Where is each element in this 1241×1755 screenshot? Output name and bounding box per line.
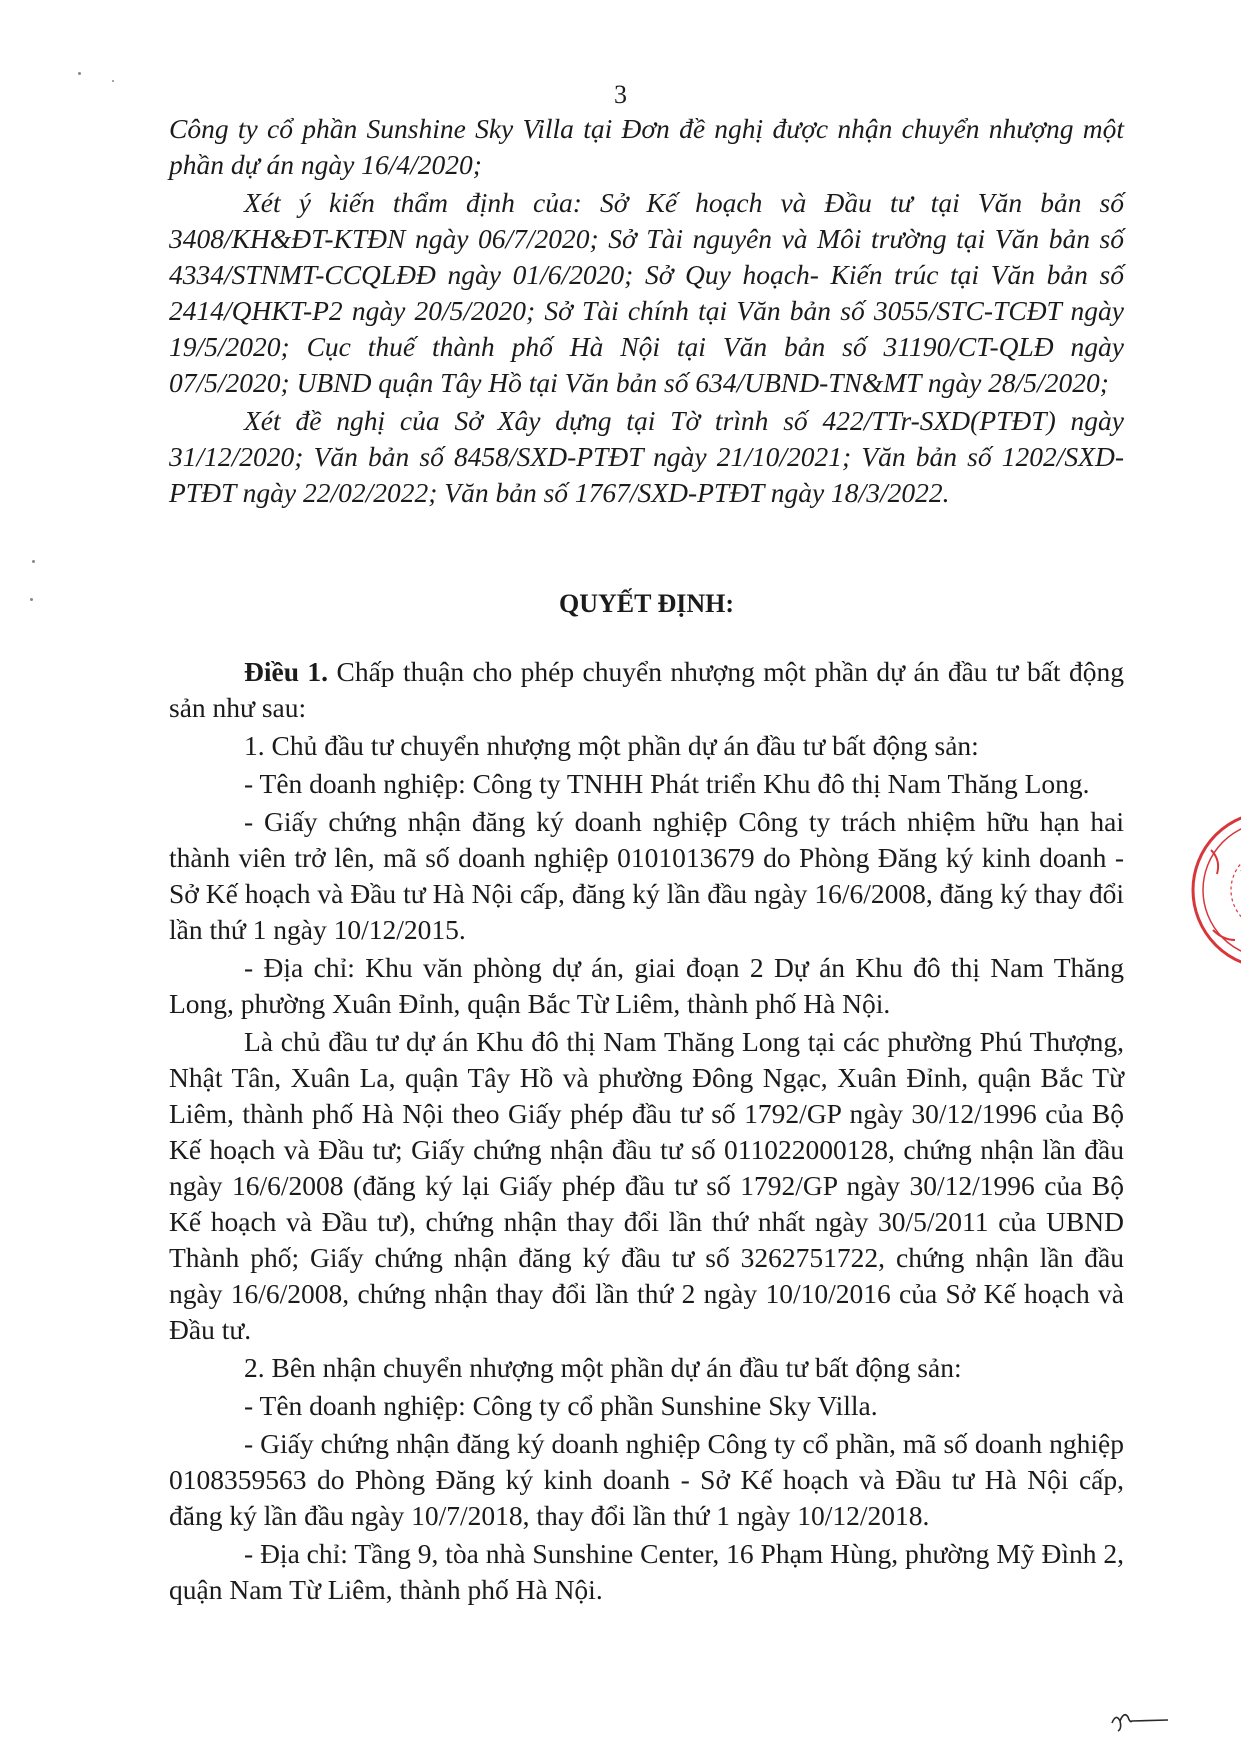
scan-speck xyxy=(78,72,81,75)
section-2-address: - Địa chỉ: Tầng 9, tòa nhà Sunshine Center, 16 Phạm Hùng, phường Mỹ Đình 2, quận Nam Từ Liêm, thành phố Hà Nội. xyxy=(169,1538,1124,1605)
decision-title: QUYẾT ĐỊNH: xyxy=(558,589,735,618)
article-1-label: Điều 1. xyxy=(244,656,329,687)
article-1 xyxy=(169,654,1124,1608)
section-1-company-name: - Tên doanh nghiệp: Công ty TNHH Phát triển Khu đô thị Nam Thăng Long. xyxy=(244,768,1090,799)
decision-section xyxy=(169,586,1124,622)
initials-signature xyxy=(1108,1705,1178,1735)
article-1-text: Chấp thuận cho phép chuyển nhượng một phần dự án đầu tư bất động sản như sau: xyxy=(169,656,1125,723)
preamble xyxy=(169,111,1124,511)
preamble-paragraph-3: Xét đề nghị của Sở Xây dựng tại Tờ trình số 422/TTr-SXD(PTĐT) ngày 31/12/2020; Văn bản số 8458/SXD-PTĐT ngày 21/10/2021; Văn bản số 1202/SXD-PTĐT ngày 22/02/2022; Văn bản số 1767/SXD-PTĐT ngày 18/3/2022. xyxy=(169,405,1124,508)
scan-speck xyxy=(32,560,35,563)
section-1-address: - Địa chỉ: Khu văn phòng dự án, giai đoạn 2 Dự án Khu đô thị Nam Thăng Long, phường Xuân Đỉnh, quận Bắc Từ Liêm, thành phố Hà Nội. xyxy=(169,952,1124,1019)
section-2-certificate: - Giấy chứng nhận đăng ký doanh nghiệp Công ty cổ phần, mã số doanh nghiệp 0108359563 do Phòng Đăng ký kinh doanh - Sở Kế hoạch và Đầu tư Hà Nội cấp, đăng ký lần đầu ngày 10/7/2018, thay đổi lần thứ 1 ngày 10/12/2018. xyxy=(169,1428,1124,1531)
preamble-paragraph-1: Công ty cổ phần Sunshine Sky Villa tại Đơn đề nghị được nhận chuyển nhượng một phần dự án ngày 16/4/2020; xyxy=(169,113,1124,180)
section-2-company-name: - Tên doanh nghiệp: Công ty cổ phần Sunshine Sky Villa. xyxy=(244,1390,878,1421)
red-seal-stamp xyxy=(1191,790,1241,990)
section-1-heading: 1. Chủ đầu tư chuyển nhượng một phần dự án đầu tư bất động sản: xyxy=(244,730,979,761)
section-2-heading: 2. Bên nhận chuyển nhượng một phần dự án đầu tư bất động sản: xyxy=(244,1352,962,1383)
section-1-project-owner: Là chủ đầu tư dự án Khu đô thị Nam Thăng Long tại các phường Phú Thượng, Nhật Tân, Xuân La, quận Tây Hồ và phường Đông Ngạc, Xuân Đỉnh, quận Bắc Từ Liêm, thành phố Hà Nội theo Giấy phép đầu tư số 1792/GP ngày 30/12/1996 của Bộ Kế hoạch và Đầu tư; Giấy chứng nhận đầu tư số 011022000128, chứng nhận lần đầu ngày 16/6/2008 (đăng ký lại Giấy phép đầu tư số 1792/GP ngày 30/12/1996 của Bộ Kế hoạch và Đầu tư), chứng nhận thay đổi lần thứ nhất ngày 30/5/2011 của UBND Thành phố; Giấy chứng nhận đăng ký đầu tư số 3262751722, chứng nhận lần đầu ngày 16/6/2008, chứng nhận thay đổi lần thứ 2 ngày 10/10/2016 của Sở Kế hoạch và Đầu tư. xyxy=(169,1026,1124,1345)
scan-speck xyxy=(30,598,33,601)
page-number: 3 xyxy=(614,80,627,109)
preamble-paragraph-2: Xét ý kiến thẩm định của: Sở Kế hoạch và Đầu tư tại Văn bản số 3408/KH&ĐT-KTĐN ngày 06/7/2020; Sở Tài nguyên và Môi trường tại Văn bản số 4334/STNMT-CCQLĐĐ ngày 01/6/2020; Sở Quy hoạch- Kiến trúc tại Văn bản số 2414/QHKT-P2 ngày 20/5/2020; Sở Tài chính tại Văn bản số 3055/STC-TCĐT ngày 19/5/2020; Cục thuế thành phố Hà Nội tại Văn bản số 31190/CT-QLĐ ngày 07/5/2020; UBND quận Tây Hồ tại Văn bản số 634/UBND-TN&MT ngày 28/5/2020; xyxy=(169,187,1124,398)
article-1-intro xyxy=(169,654,1124,726)
section-1-certificate: - Giấy chứng nhận đăng ký doanh nghiệp Công ty trách nhiệm hữu hạn hai thành viên trở lên, mã số doanh nghiệp 0101013679 do Phòng Đăng ký kinh doanh - Sở Kế hoạch và Đầu tư Hà Nội cấp, đăng ký lần đầu ngày 16/6/2008, đăng ký thay đổi lần thứ 1 ngày 10/12/2015. xyxy=(169,806,1124,945)
